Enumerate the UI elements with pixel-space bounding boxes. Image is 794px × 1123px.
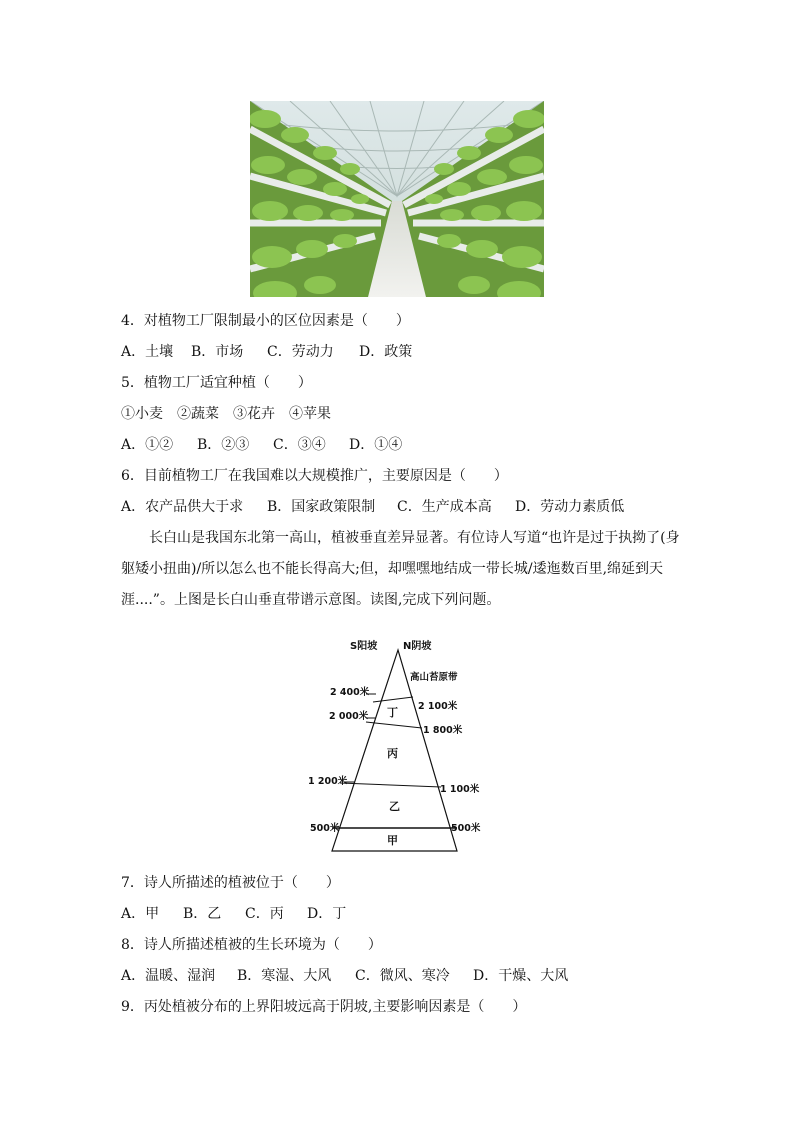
zone-yi: 乙: [389, 800, 400, 813]
right-mark-2100: 2 100米: [418, 701, 458, 712]
question-8-options: [121, 967, 568, 985]
q8-option-a: A．温暖、湿润: [121, 968, 216, 984]
q8-option-d: D．干燥、大风: [473, 968, 569, 984]
q5-option-a: A．①②: [121, 437, 174, 453]
vertical-zonation-diagram: [300, 632, 500, 854]
left-mark-2400: 2 400米: [330, 687, 370, 698]
q4-option-b: B．市场: [191, 344, 244, 360]
q5-option-d: D．①④: [349, 437, 403, 453]
question-8-stem: 8．诗人所描述植被的生长环境为（ ）: [121, 937, 382, 953]
q7-option-d: D．丁: [307, 906, 347, 922]
q7-option-b: B．乙: [183, 906, 222, 922]
q6-option-d: D．劳动力素质低: [515, 499, 625, 515]
question-7-options: [121, 905, 346, 923]
right-mark-1800: 1 800米: [423, 725, 463, 736]
q8-option-b: B．寒湿、大风: [237, 968, 332, 984]
question-9-stem: 9．丙处植被分布的上界阳坡远高于阴坡,主要影响因素是（ ）: [121, 999, 527, 1015]
south-slope-label: S阳坡: [350, 641, 378, 652]
zone-bing: 丙: [387, 747, 398, 760]
zone-jia: 甲: [387, 834, 398, 847]
q4-option-c: C．劳动力: [267, 344, 334, 360]
left-mark-500: 500米: [310, 823, 340, 834]
right-mark-500: 500米: [451, 823, 481, 834]
q7-option-a: A．甲: [121, 906, 160, 922]
q5-option-b: B．②③: [197, 437, 250, 453]
zone-ding: 丁: [387, 706, 398, 719]
north-slope-label: N阴坡: [403, 641, 432, 652]
q6-option-c: C．生产成本高: [397, 499, 492, 515]
question-6-stem: 6．目前植物工厂在我国难以大规模推广，主要原因是（ ）: [121, 468, 508, 484]
question-7-stem: 7．诗人所描述的植被位于（ ）: [121, 875, 340, 891]
question-4-options: [121, 343, 412, 361]
q5-option-c: C．③④: [273, 437, 326, 453]
alpine-tundra-label: 高山苔原带: [410, 672, 458, 683]
q4-option-d: D．政策: [359, 344, 413, 360]
question-4-stem: 4．对植物工厂限制最小的区位因素是（ ）: [121, 313, 410, 329]
q4-option-a: A．土壤: [121, 344, 174, 360]
left-mark-2000: 2 000米: [329, 711, 369, 722]
question-5-options: [121, 436, 402, 454]
right-mark-1100: 1 100米: [440, 784, 480, 795]
plant-factory-photo: [250, 101, 544, 297]
question-6-options: [121, 498, 624, 516]
left-mark-1200: 1 200米: [308, 776, 348, 787]
question-5-items: ①小麦 ②蔬菜 ③花卉 ④苹果: [121, 406, 331, 422]
q7-option-c: C．丙: [245, 906, 284, 922]
q6-option-b: B．国家政策限制: [267, 499, 376, 515]
question-5-stem: 5．植物工厂适宜种植（ ）: [121, 375, 312, 391]
reading-passage: 长白山是我国东北第一高山，植被垂直差异显著。有位诗人写道“也许是过于执拗了(身躯矮小扭曲)/所以怎么也不能长得高大;但，却嘿嘿地结成一带长城/逶迤数百里,绵延到天涯....”。上图是长白山垂直带谱示意图。读图,完成下列问题。: [121, 530, 680, 608]
q6-option-a: A．农产品供大于求: [121, 499, 244, 515]
q8-option-c: C．微风、寒冷: [355, 968, 450, 984]
